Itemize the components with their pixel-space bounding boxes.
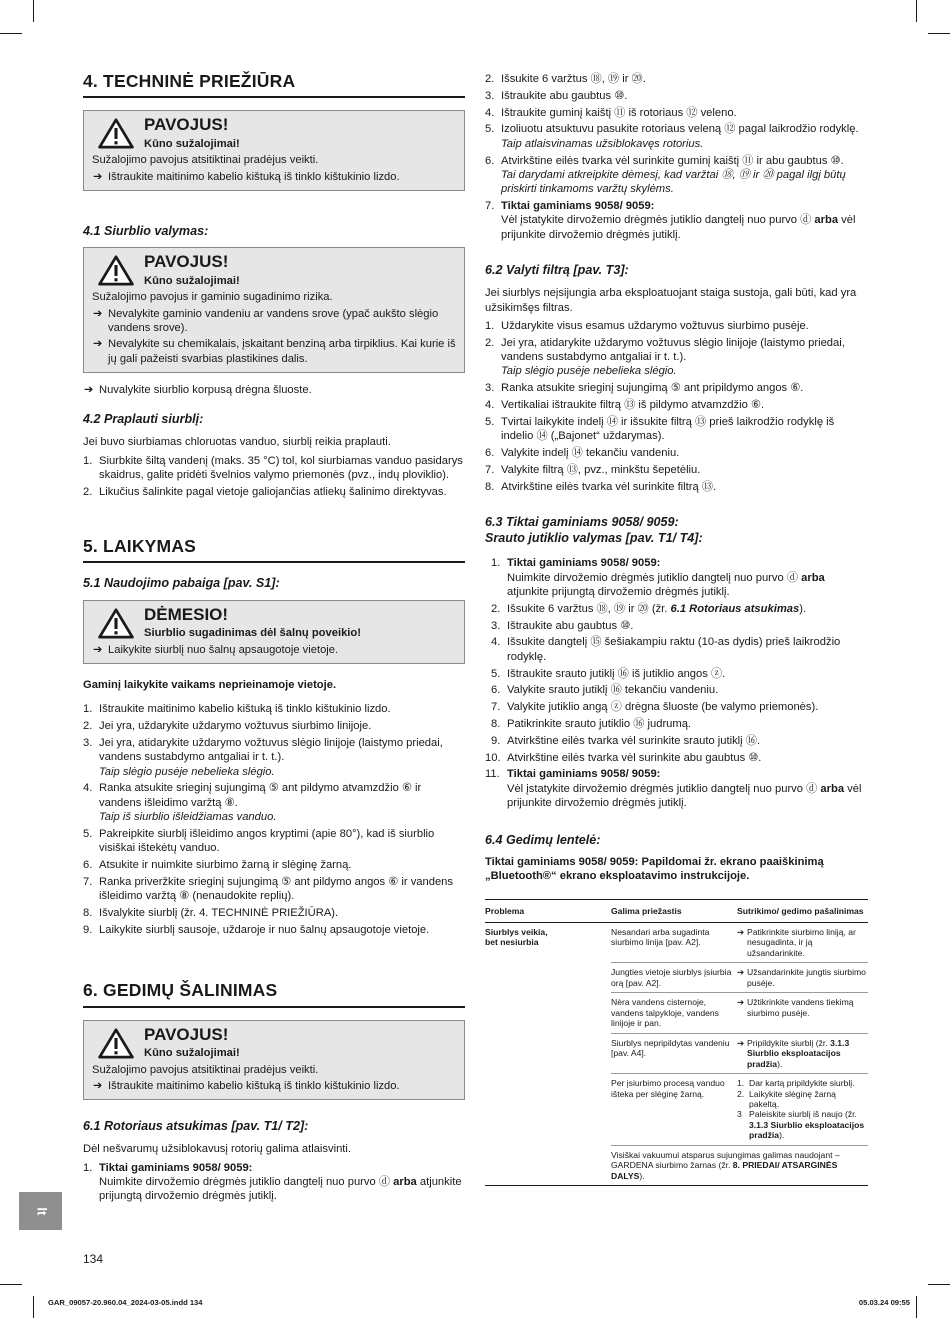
bold-note: Gaminį laikykite vaikams neprieinamoje vietoje. xyxy=(83,678,337,691)
numbered-list xyxy=(83,702,465,937)
danger-box xyxy=(83,1020,465,1101)
cause-cell: Siurblys nepripildytas vandeniu [pav. A4]. xyxy=(611,1033,737,1073)
crop-mark xyxy=(0,1284,22,1285)
warning-text: Sužalojimo pavojus ir gaminio sugadinimo rizika. xyxy=(92,291,333,304)
warning-instruction: ➔ Ištraukite maitinimo kabelio kištuką iš tinklo kištukinio lizdo. xyxy=(93,1079,400,1092)
numbered-list xyxy=(485,319,868,494)
list-item: 5. Tvirtai laikykite indelį ⑭ ir išsukite filtrą ⑬ prieš laikrodžio rodyklę iš indelio ⑭ („Bajonet“ uždarymas). xyxy=(485,415,835,443)
paragraph: Jei buvo siurbiamas chloruotas vanduo, siurblį reikia praplauti. xyxy=(83,436,391,449)
list-item: 2. Jei yra, atidarykite uždarymo vožtuvus slėgio linijoje (laistymo priedai, vandens sustabdymo antgaliai ir t. t.). Taip slėgio pusėje nebelieka slėgio. xyxy=(485,336,845,378)
warning-triangle-icon xyxy=(96,118,136,149)
warning-title: PAVOJUS! xyxy=(144,115,229,135)
warning-instruction: ➔ Nevalykite su chemikalais, įskaitant benziną arba tirpiklius. Kai kurie iš jų gali pažeisti svarbias plastikines dalis. xyxy=(93,338,456,365)
warning-triangle-icon xyxy=(96,1028,136,1059)
crop-mark xyxy=(916,1296,917,1318)
left-column xyxy=(83,62,465,1208)
instruction: ➔ Nuvalykite siurblio korpusą drėgna šluoste. xyxy=(84,383,312,396)
arrow-icon: ➔ xyxy=(737,967,745,978)
crop-mark xyxy=(928,33,950,34)
list-item: 8. Išvalykite siurblį (žr. 4. TECHNINĖ PRIEŽIŪRA). xyxy=(83,907,339,920)
table-header: Galima priežastis xyxy=(611,900,737,922)
list-item: 1. Uždarykite visus esamus uždarymo vožtuvus siurbimo pusėje. xyxy=(485,319,809,332)
list-item: 6. Atsukite ir nuimkite siurbimo žarną ir slėginę žarną. xyxy=(83,859,352,872)
cause-cell: Jungties vietoje siurblys įsiurbia orą [pav. A2]. xyxy=(611,963,737,993)
section-6-3-title: 6.3 Tiktai gaminiams 9058/ 9059: Srauto jutiklio valymas [pav. T1/ T4]: xyxy=(485,514,703,546)
crop-mark xyxy=(33,1296,34,1318)
section-4-2-title: 4.2 Praplauti siurblį: xyxy=(83,412,204,427)
footer-timestamp: 05.03.24 09:55 xyxy=(858,1298,910,1307)
remedy-cell: 1. Dar kartą pripildykite siurblį. 2. Laikykite slėginę žarną pakeltą. 3 Paleiskite siurblį iš naujo (žr. 3.1.3 Siurblio eksploatacijos pradžia). xyxy=(737,1074,868,1146)
section-6-4-title: 6.4 Gedimų lentelė: xyxy=(485,833,601,848)
warning-triangle-icon xyxy=(96,608,136,639)
list-item: 4. Ranka atsukite srieginį sujungimą ⑤ ant pildymo atvamzdžio ⑥ ir vandens išleidimo varžtą ⑧. Taip iš siurblio išleidžiamas vanduo. xyxy=(83,782,422,824)
crop-mark xyxy=(916,0,917,22)
list-item: 4. Ištraukite guminį kaištį ⑪ iš rotoriaus ⑫ veleno. xyxy=(485,106,737,119)
list-item: 3. Ranka atsukite srieginį sujungimą ⑤ ant pripildymo angos ⑥. xyxy=(485,382,804,395)
list-item: 5. Ištraukite srauto jutiklį ⑯ iš jutiklio angos ⓩ. xyxy=(491,667,726,680)
warning-title: PAVOJUS! xyxy=(144,1024,229,1044)
list-item: 5. Pakreipkite siurblį išleidimo angos kryptimi (apie 80°), kad iš siurblio visiškai ištekėtų vanduo. xyxy=(83,827,435,855)
warning-triangle-icon xyxy=(96,255,136,286)
warning-text: Sužalojimo pavojus atsitiktinai pradėjus veikti. xyxy=(92,154,319,167)
section-5-title: 5. LAIKYMAS xyxy=(83,535,465,563)
numbered-list xyxy=(83,1161,465,1204)
remedy-cell: ➔ Patikrinkite siurbimo liniją, ar nesugadinta, ir ją užsandarinkite. xyxy=(737,922,868,962)
list-item: 7. Tiktai gaminiams 9058/ 9059: Vėl įstatykite dirvožemio drėgmės jutiklio dangtelį nuo purvo ⓓ arba vėl prijunkite dirvožemio drėgmės jutiklį. xyxy=(485,200,856,241)
list-item: 3. Ištraukite abu gaubtus ⑩. xyxy=(485,89,628,102)
arrow-icon: ➔ xyxy=(737,1037,745,1048)
list-item: 11. Tiktai gaminiams 9058/ 9059: Vėl įstatykite dirvožemio drėgmės jutiklio dangtelį nuo purvo ⓓ arba vėl prijunkite dirvožemio drėgmės jutiklį. xyxy=(485,768,862,810)
crop-mark xyxy=(33,0,34,22)
cause-cell: Per įsiurbimo procesą vanduo išteka per slėginę žarną. xyxy=(611,1074,737,1146)
warning-subtitle: Siurblio sugadinimas dėl šalnų poveikio! xyxy=(144,627,361,640)
arrow-icon: ➔ xyxy=(93,1079,103,1092)
cause-cell: Nesandari arba sugadinta siurbimo linija [pav. A2]. xyxy=(611,922,737,962)
remedy-cell: ➔ Pripildykite siurblį (žr. 3.1.3 Siurblio eksploatacijos pradžia). xyxy=(737,1033,868,1073)
list-item: 6. Atvirkštine eilės tvarka vėl surinkite guminį kaištį ⑪ ir abu gaubtus ⑩. Tai darydami atkreipkite dėmesį, kad varžtai ⑱, ⑲ ir ⑳ pagal ilgį būtų priskirti tinkamoms varžtų skylėms. xyxy=(485,154,846,196)
remedy-cell: ➔ Užtikrinkite vandens tiekimą siurbimo pusėje. xyxy=(737,993,868,1033)
warning-subtitle: Kūno sužalojimai! xyxy=(144,138,240,151)
crop-mark xyxy=(0,33,22,34)
list-item: 1. Siurbkite šiltą vandenį (maks. 35 °C) tol, kol siurbiamas vanduo pasidarys skaidrus, galite pridėti švelnios valymo priemonės (pvz., indų ploviklio). xyxy=(83,454,463,481)
arrow-icon: ➔ xyxy=(93,170,103,183)
remedy-cell: ➔ Užsandarinkite jungtis siurbimo pusėje. xyxy=(737,963,868,993)
danger-box xyxy=(83,247,465,373)
footer-file-info: GAR_09057-20.960.04_2024-03-05.indd 134 xyxy=(48,1298,203,1307)
arrow-icon: ➔ xyxy=(93,338,103,351)
caution-box xyxy=(83,600,465,664)
arrow-icon: ➔ xyxy=(737,926,745,937)
list-item: 2. Likučius šalinkite pagal vietoje galiojančias atliekų šalinimo direktyvas. xyxy=(83,485,447,498)
warning-text: Sužalojimo pavojus atsitiktinai pradėjus veikti. xyxy=(92,1063,319,1076)
numbered-list xyxy=(83,454,465,499)
table-header: Problema xyxy=(485,900,611,922)
warning-subtitle: Kūno sužalojimai! xyxy=(144,1047,240,1060)
arrow-icon: ➔ xyxy=(93,307,103,320)
arrow-icon: ➔ xyxy=(93,643,103,656)
section-4-title: 4. TECHNINĖ PRIEŽIŪRA xyxy=(83,70,465,98)
list-item: 2. Išsukite 6 varžtus ⑱, ⑲ ir ⑳. xyxy=(485,73,646,85)
paragraph: Dėl nešvarumų užsiblokavusį rotorių galima atlaisvinti. xyxy=(83,1143,351,1156)
section-5-1-title: 5.1 Naudojimo pabaiga [pav. S1]: xyxy=(83,576,280,591)
warning-instruction: ➔ Laikykite siurblį nuo šalnų apsaugotoje vietoje. xyxy=(93,643,339,656)
list-item: 3. Ištraukite abu gaubtus ⑩. xyxy=(491,619,634,632)
list-item: 1. Ištraukite maitinimo kabelio kištuką iš tinklo kištukinio lizdo. xyxy=(83,703,391,716)
warning-instruction: ➔ Nevalykite gaminio vandeniu ar vandens srove (ypač aukšto slėgio vandens srove). xyxy=(93,307,439,334)
list-item: 2. Išsukite 6 varžtus ⑱, ⑲ ir ⑳ (žr. 6.1 Rotoriaus atsukimas). xyxy=(491,602,807,615)
cause-cell: Nėra vandens cisternoje, vandens talpykloje, vandens linijoje ir pan. xyxy=(611,993,737,1033)
list-item: 1. Tiktai gaminiams 9058/ 9059: Nuimkite dirvožemio drėgmės jutiklio dangtelį nuo purvo ⓓ arba atjunkite prijungtą dirvožemio drėgmės jutiklį. xyxy=(491,557,825,598)
list-item: 10. Atvirkštine eilės tvarka vėl surinkite abu gaubtus ⑩. xyxy=(485,751,762,764)
section-6-2-title: 6.2 Valyti filtrą [pav. T3]: xyxy=(485,263,629,278)
right-column xyxy=(485,70,868,1186)
list-item: 3. Jei yra, atidarykite uždarymo vožtuvus slėgio linijoje (laistymo priedai, vandens sustabdymo antgaliai ir t. t.). Taip slėgio pusėje nebelieka slėgio. xyxy=(83,736,443,778)
problem-cell: Siurblys veikia, bet nesiurbia xyxy=(485,926,548,948)
troubleshooting-table xyxy=(485,899,868,1186)
table-row xyxy=(485,1145,868,1185)
section-4-1-title: 4.1 Siurblio valymas: xyxy=(83,224,209,239)
arrow-icon: ➔ xyxy=(737,997,745,1008)
list-item: 6. Valykite srauto jutiklį ⑯ tekančiu vandeniu. xyxy=(491,684,719,697)
list-item: 4. Vertikaliai ištraukite filtrą ⑬ iš pildymo atvamzdžio ⑥. xyxy=(485,399,765,412)
warning-title: DĖMESIO! xyxy=(144,604,229,624)
warning-instruction: ➔ Ištraukite maitinimo kabelio kištuką iš tinklo kištukinio lizdo. xyxy=(93,170,400,183)
language-tab: lt xyxy=(19,1192,62,1230)
list-item: 4. Išsukite dangtelį ⑮ šešiakampiu raktu (10-as dydis) prieš laikrodžio rodyklę. xyxy=(491,636,841,663)
bluetooth-note: Tiktai gaminiams 9058/ 9059: Papildomai žr. ekrano paaiškinimą „Bluetooth®“ ekrano eksploatavimo instrukcijoje. xyxy=(485,855,824,882)
list-item: 5. Izoliuotu atsuktuvu pasukite rotoriaus veleną ⑫ pagal laikrodžio rodyklę. Taip atlaisvinamas užsiblokavęs rotorius. xyxy=(485,123,859,150)
table-header: Sutrikimo/ gedimo pašalinimas xyxy=(737,900,868,922)
table-row xyxy=(485,922,868,962)
list-item: 9. Laikykite siurblį sausoje, uždaroje ir nuo šalnų apsaugotoje vietoje. xyxy=(83,923,430,936)
section-6-1-title: 6.1 Rotoriaus atsukimas [pav. T1/ T2]: xyxy=(83,1119,309,1134)
list-item: 2. Jei yra, uždarykite uždarymo vožtuvus siurbimo linijoje. xyxy=(83,720,372,733)
list-item: 6. Valykite indelį ⑭ tekančiu vandeniu. xyxy=(485,447,680,459)
warning-subtitle: Kūno sužalojimai! xyxy=(144,274,240,287)
list-item: 7. Valykite filtrą ⑬, pvz., minkštu šepetėliu. xyxy=(485,463,701,476)
list-item: 1. Tiktai gaminiams 9058/ 9059: Nuimkite dirvožemio drėgmės jutiklio dangtelį nuo purvo ⓓ arba atjunkite prijungtą dirvožemio drėgmės jutiklį. xyxy=(83,1161,462,1203)
paragraph: Jei siurblys neįsijungia arba eksploatuojant staiga sustoja, gali būti, kad yra užsikimšęs filtras. xyxy=(485,287,857,314)
arrow-icon: ➔ xyxy=(84,383,94,396)
list-item: 8. Patikrinkite srauto jutiklio ⑯ judrumą. xyxy=(491,717,692,730)
note-cell: Visiškai vakuumui atsparus sujungimas galimas naudojant – GARDENA siurbimo žarnas (žr. 8. PRIEDAI/ ATSARGINĖS DALYS). xyxy=(611,1145,868,1185)
numbered-list xyxy=(485,72,868,242)
section-6-title: 6. GEDIMŲ ŠALINIMAS xyxy=(83,979,465,1007)
crop-mark xyxy=(928,1284,950,1285)
danger-box xyxy=(83,110,465,191)
list-item: 9. Atvirkštine eilės tvarka vėl surinkite srauto jutiklį ⑯. xyxy=(491,734,761,747)
list-item: 7. Valykite jutiklio angą ⓩ drėgna šluoste (be valymo priemonės). xyxy=(491,701,819,714)
warning-title: PAVOJUS! xyxy=(144,252,229,272)
page-number: 134 xyxy=(83,1252,104,1266)
list-item: 7. Ranka priveržkite srieginį sujungimą ⑤ ant pildymo angos ⑥ ir vandens išleidimo varžtą ⑧ (nenaudokite replių). xyxy=(83,875,453,903)
list-item: 8. Atvirkštine eilės tvarka vėl surinkite filtrą ⑬. xyxy=(485,480,717,493)
numbered-list xyxy=(485,556,868,810)
